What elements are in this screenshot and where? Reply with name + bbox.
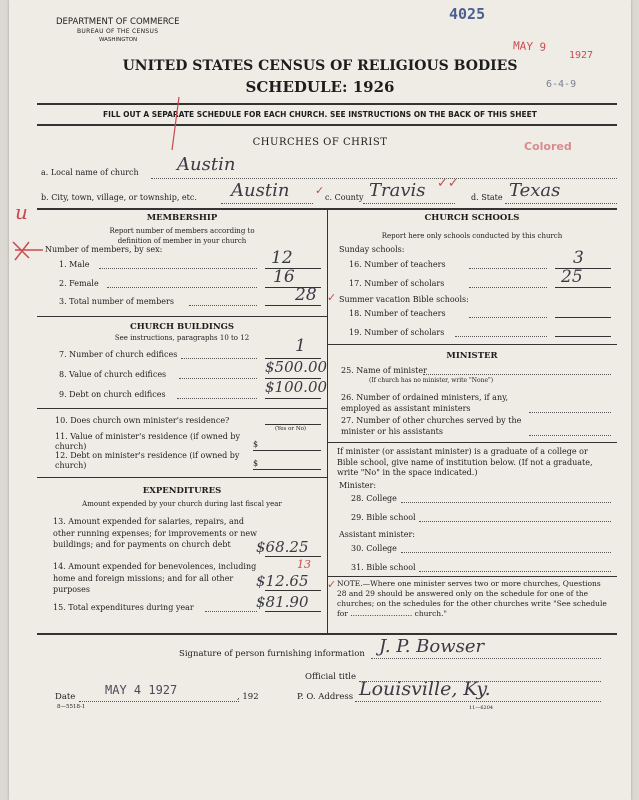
expenditures-subheading: Amount expended by your church during last fiscal year xyxy=(82,500,282,508)
buildings-subheading: See instructions, paragraphs 10 to 12 xyxy=(114,334,250,342)
multiple-churches-note: NOTE.—Where one minister serves two or more churches, Questions 28 and 29 should be answered only on the schedule for one of the churches; on the schedules for the other churches write "See schedule for .......................... church." xyxy=(337,579,607,618)
minister-name-label: 25. Name of minister xyxy=(341,366,427,375)
yes-no-hint: (Yes or No) xyxy=(275,426,307,432)
red-check-mark xyxy=(164,95,194,155)
code-stamp: 6-4-9 xyxy=(546,79,577,90)
print-code: 11—6204 xyxy=(469,705,494,711)
minister-heading: MINISTER xyxy=(446,351,498,361)
summer-schools-label: Summer vacation Bible schools: xyxy=(339,295,469,304)
received-year-stamp: 1927 xyxy=(569,50,594,61)
minister-education-label: Minister: xyxy=(339,481,377,490)
residence-debt-label: 12. Debt on minister's residence (if owned by church) xyxy=(55,451,240,470)
edifice-value-label: 8. Value of church edifices xyxy=(59,370,167,379)
official-title-label: Official title xyxy=(305,672,356,682)
check-mark: ✓ xyxy=(327,291,337,304)
buildings-heading: CHURCH BUILDINGS xyxy=(129,322,235,332)
department-name: DEPARTMENT OF COMMERCE xyxy=(56,17,180,27)
colored-stamp: Colored xyxy=(524,140,572,153)
sunday-scholars-count: 25 xyxy=(561,267,583,287)
check-mark: ✓ xyxy=(327,578,337,591)
city-value: Austin xyxy=(231,180,290,201)
sunday-teachers-label: 16. Number of teachers xyxy=(349,260,446,269)
owns-residence-label: 10. Does church own minister's residence? xyxy=(55,416,230,425)
summer-teachers-label: 18. Number of teachers xyxy=(349,309,446,318)
date-value: MAY 4 1927 xyxy=(105,683,178,697)
local-name-label: a. Local name of church xyxy=(41,168,139,177)
benevolences-label: 14. Amount expended for benevolences, including home and foreign missions; and for all other purposes xyxy=(53,562,257,594)
date-label: Date xyxy=(55,692,76,702)
female-label: 2. Female xyxy=(59,279,99,288)
members-by-sex-label: Number of members, by sex: xyxy=(45,245,163,254)
total-members-count: 28 xyxy=(295,285,317,305)
assistant-ministers-label: 26. Number of ordained ministers, if any, employed as assistant ministers xyxy=(341,393,509,413)
benevolences-value: $12.65 xyxy=(256,572,309,590)
po-address-label: P. O. Address xyxy=(297,692,354,702)
state-value: Texas xyxy=(509,180,561,201)
separate-schedule-instruction: FILL OUT A SEPARATE SCHEDULE FOR EACH CHURCH. SEE INSTRUCTIONS ON THE BACK OF THIS SHEET xyxy=(103,110,537,119)
benevolences-correction: 13 xyxy=(297,558,311,571)
margin-x-mark xyxy=(9,238,45,264)
expenditures-heading: EXPENDITURES xyxy=(142,486,222,496)
signature-label: Signature of person furnishing information xyxy=(179,649,365,659)
bureau-name: BUREAU OF THE CENSUS xyxy=(77,28,159,35)
assistant-bible-school-label: 31. Bible school xyxy=(351,563,416,572)
membership-heading: MEMBERSHIP xyxy=(146,213,218,223)
assistant-education-label: Assistant minister: xyxy=(339,530,415,539)
minister-bible-school-label: 29. Bible school xyxy=(351,513,416,522)
city-label: b. City, town, village, or township, etc. xyxy=(41,193,197,202)
schools-subheading: Report here only schools conducted by this church xyxy=(381,232,563,240)
running-expenses-label: 13. Amount expended for salaries, repairs, and other running expenses; for improvements or new buildings; and for payments on church debt xyxy=(53,517,257,549)
female-count: 16 xyxy=(273,267,295,287)
schedule-title: SCHEDULE: 1926 xyxy=(245,78,395,96)
county-value: Travis xyxy=(369,180,426,201)
summer-scholars-label: 19. Number of scholars xyxy=(349,328,445,337)
local-name-value: Austin xyxy=(177,154,236,175)
residence-value-label: 11. Value of minister's residence (if owned by church) xyxy=(55,432,240,451)
running-expenses-value: $68.25 xyxy=(256,538,309,556)
po-address-value: Louisville, Ky. xyxy=(359,678,491,700)
census-form: DEPARTMENT OF COMMERCE BUREAU OF THE CENSUS WASHINGTON 4025 MAY 9 1927 6-4-9 UNITED STATES CENSUS OF RELIGIOUS BODIES SCHEDULE: 1926 FILL OUT A SEPARATE SCHEDULE FOR EACH CHURCH. SEE INSTRUCTIONS ON THE BACK OF THIS SHEET CHURCHES OF CHRIST Colored a. Local name of church Austin b. City, town, village, or township, etc. Austin ✓ c. County Travis ✓✓ d. State Texas u MEMBERSHIP Report number of members according to definition of member in your church Number of members, by sex: 1. Male 12 2. Female 16 3. Total number of members 28 ✓ CHURCH BUILDINGS See instructions, paragraphs 10 to 12 7. Number of church edifices 1 8. Value of church edifices $500.00 9. Debt on church edifices $100.00 10. Does church own minister's residence? (Yes or No) 11. Value of minister's residence (if owned by church) $ 12. Debt on minister's residence (if owned by church) $ EXPENDITURES Amount expended by your church during last fiscal year 13. Amount expended for salaries, repairs, and other running expenses; for improvements or new buildings; and for payments on church debt $68.25 14. Amount expended for benevolences, including home and foreign missions; and for all other purposes 13 $12.65 ✓ 15. Total expenditures during year $81.90 CHURCH SCHOOLS Report here only schools conducted by this church Sunday schools: 16. Number of teachers 3 17. Number of scholars 25 Summer vacation Bible schools: 18. Number of teachers 19. Number of scholars MINISTER 25. Name of minister (If church has no minister, write "None") 26. Number of ordained ministers, if any, employed as assistant ministers 27. Number of other churches served by the minister or his assistants If minister (or assistant minister) is a graduate of a college or Bible school, give name of institution below. (If not a graduate, write "No" in the space indicated.) Minister: 28. College 29. Bible school Assistant minister: 30. College 31. Bible school NOTE.—Where one minister serves two or more churches, Questions 28 and 29 should be answered only on the schedule for one of the churches; on the schedules for the other churches write "See schedule for .......................... church." Signature of person furnishing information J. P. Bowser Official title Date MAY 4 1927 , 192 P. O. Address Louisville, Ky. 8—5518-1 11—6204 xyxy=(9,0,631,800)
church-edifices-count: 1 xyxy=(295,336,306,356)
check-mark: ✓✓ xyxy=(437,176,459,191)
sunday-scholars-label: 17. Number of scholars xyxy=(349,279,445,288)
edifice-debt-value: $100.00 xyxy=(265,378,328,396)
total-members-label: 3. Total number of members xyxy=(59,297,174,306)
edifice-debt-label: 9. Debt on church edifices xyxy=(59,390,166,399)
schools-heading: CHURCH SCHOOLS xyxy=(424,213,520,223)
received-date-stamp: MAY 9 xyxy=(512,39,547,54)
signature-value: J. P. Bowser xyxy=(379,636,485,657)
college-instructions: If minister (or assistant minister) is a graduate of a college or Bible school, give name of institution below. (If not a graduate, write "No" in the space indicated.) xyxy=(337,447,593,477)
denomination-heading: CHURCHES OF CHRIST xyxy=(252,137,388,148)
minister-college-label: 28. College xyxy=(351,494,397,503)
county-label: c. County xyxy=(325,193,364,202)
form-number-stamp: 4025 xyxy=(449,5,486,23)
church-edifices-label: 7. Number of church edifices xyxy=(59,350,178,359)
margin-mark-u: u xyxy=(15,200,28,224)
form-title: UNITED STATES CENSUS OF RELIGIOUS BODIES xyxy=(122,58,518,74)
male-count: 12 xyxy=(271,248,293,268)
total-expenditures-label: 15. Total expenditures during year xyxy=(53,603,194,612)
minister-name-note: (If church has no minister, write "None") xyxy=(369,377,494,384)
state-label: d. State xyxy=(471,193,503,202)
total-expenditures-value: $81.90 xyxy=(256,593,309,611)
date-year-label: , 192 xyxy=(237,692,259,702)
membership-subheading: Report number of members according to definition of member in your church xyxy=(109,227,255,245)
sunday-teachers-count: 3 xyxy=(573,248,584,268)
edifice-value: $500.00 xyxy=(265,358,328,376)
male-label: 1. Male xyxy=(59,260,90,269)
other-churches-label: 27. Number of other churches served by the minister or his assistants xyxy=(341,416,522,436)
bureau-city: WASHINGTON xyxy=(99,37,138,43)
assistant-college-label: 30. College xyxy=(351,544,397,553)
sunday-schools-label: Sunday schools: xyxy=(339,245,405,254)
form-code: 8—5518-1 xyxy=(57,704,86,710)
check-mark: ✓ xyxy=(315,184,325,197)
